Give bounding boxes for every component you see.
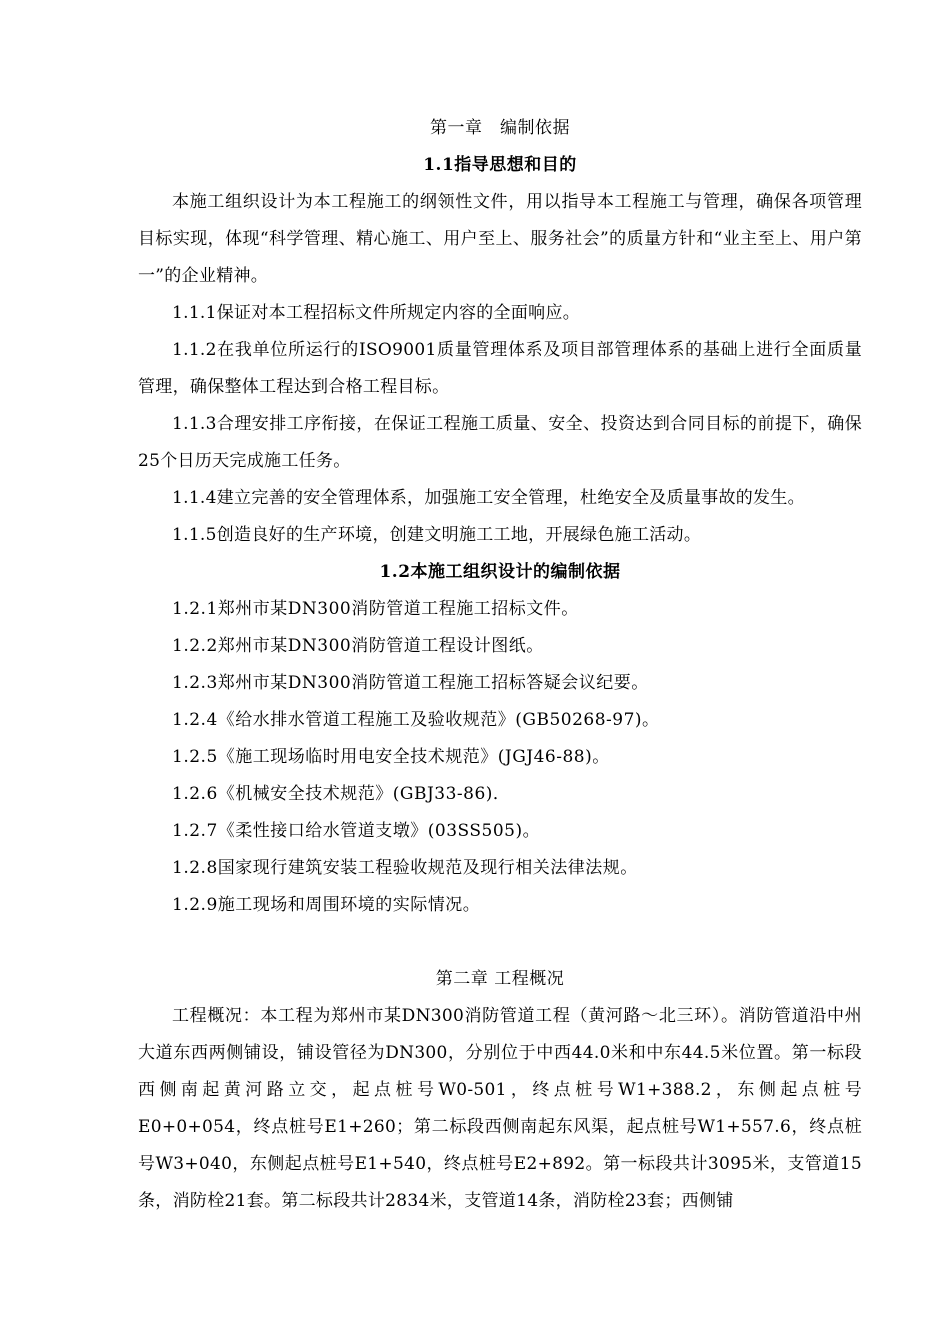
section2-item-8: 1.2.8国家现行建筑安装工程验收规范及现行相关法律法规。: [172, 858, 638, 878]
document-page: [138, 110, 862, 1220]
chapter-spacer: [138, 924, 862, 961]
section2-item-4: 1.2.4《给水排水管道工程施工及验收规范》(GB50268-97)。: [172, 710, 660, 730]
section2-item-7: 1.2.7《柔性接口给水管道支墩》(03SS505)。: [172, 821, 541, 841]
section2-item-1: 1.2.1郑州市某DN300消防管道工程施工招标文件。: [172, 599, 579, 619]
section2-heading: 1.2本施工组织设计的编制依据: [379, 562, 621, 582]
chapter2-overview: 工程概况：本工程为郑州市某DN300消防管道工程（黄河路～北三环）。消防管道沿中州大道东西两侧铺设，铺设管径为DN300，分别位于中西44.0米和中东44.5米位置。第一标段西侧南起黄河路立交，起点桩号W0-501，终点桩号W1+388.2，东侧起点桩号E0+0+054，终点桩号E1+260；第二标段西侧南起东风渠，起点桩号W1+557.6，终点桩号W3+040，东侧起点桩号E1+540，终点桩号E2+892。第一标段共计3095米，支管道15条，消防栓21套。第二标段共计2834米，支管道14条，消防栓23套；西侧铺: [138, 1006, 862, 1211]
section2-item-5: 1.2.5《施工现场临时用电安全技术规范》(JGJ46-88)。: [172, 747, 610, 767]
chapter1-title: 第一章 编制依据: [430, 118, 570, 138]
section1-intro: 本施工组织设计为本工程施工的纲领性文件，用以指导本工程施工与管理，确保各项管理目标实现，体现“科学管理、精心施工、用户至上、服务社会”的质量方针和“业主至上、用户第一”的企业精神。: [138, 192, 862, 286]
section1-heading: 1.1指导思想和目的: [423, 155, 577, 175]
section2-item-3: 1.2.3郑州市某DN300消防管道工程施工招标答疑会议纪要。: [172, 673, 649, 693]
section2-item-9: 1.2.9施工现场和周围环境的实际情况。: [172, 895, 481, 915]
chapter2-title: 第二章 工程概况: [435, 969, 565, 989]
section2-item-2: 1.2.2郑州市某DN300消防管道工程设计图纸。: [172, 636, 544, 656]
section1-item-4: 1.1.4建立完善的安全管理体系，加强施工安全管理，杜绝安全及质量事故的发生。: [172, 488, 805, 508]
section2-item-6: 1.2.6《机械安全技术规范》(GBJ33-86)．: [172, 784, 511, 804]
section1-item-5: 1.1.5创造良好的生产环境，创建文明施工工地，开展绿色施工活动。: [172, 525, 702, 545]
section1-item-3: 1.1.3合理安排工序衔接，在保证工程施工质量、安全、投资达到合同目标的前提下，确保25个日历天完成施工任务。: [138, 414, 862, 471]
section1-item-2: 1.1.2在我单位所运行的ISO9001质量管理体系及项目部管理体系的基础上进行全面质量管理，确保整体工程达到合格工程目标。: [138, 340, 862, 397]
section1-item-1: 1.1.1保证对本工程招标文件所规定内容的全面响应。: [172, 303, 581, 323]
